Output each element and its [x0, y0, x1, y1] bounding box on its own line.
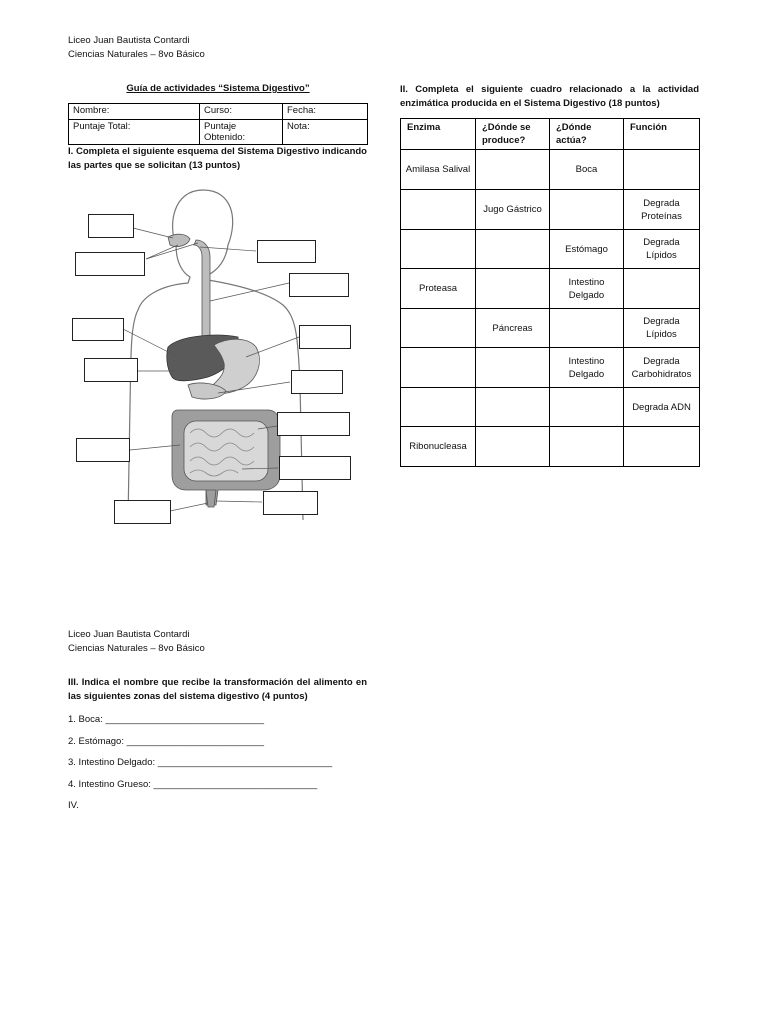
label-box-12[interactable]	[263, 491, 318, 515]
enzyme-table-header-row	[401, 119, 700, 150]
table-cell[interactable]: Jugo Gástrico	[476, 190, 550, 230]
table-cell[interactable]: Estómago	[550, 230, 624, 269]
table-cell[interactable]	[401, 190, 476, 230]
fecha-field[interactable]: Fecha:	[283, 104, 368, 120]
column-header: Enzima	[401, 119, 476, 150]
label-box-10[interactable]	[76, 438, 130, 462]
table-cell[interactable]	[550, 190, 624, 230]
label-box-2[interactable]	[75, 252, 145, 276]
label-box-4[interactable]	[289, 273, 349, 297]
table-cell[interactable]: Degrada Lípidos	[624, 230, 700, 269]
school-name: Liceo Juan Bautista Contardi	[68, 629, 190, 640]
nota-field[interactable]: Nota:	[283, 120, 368, 145]
table-cell[interactable]	[401, 309, 476, 348]
label-box-6[interactable]	[299, 325, 351, 349]
curso-field[interactable]: Curso:	[200, 104, 283, 120]
table-cell[interactable]: Degrada Carbohidratos	[624, 348, 700, 388]
table-cell[interactable]: Páncreas	[476, 309, 550, 348]
table-cell[interactable]	[476, 150, 550, 190]
label-box-13[interactable]	[114, 500, 171, 524]
fill-in-item-intestino-grueso[interactable]: 4. Intestino Grueso: _______________________________	[68, 779, 318, 790]
course-name: Ciencias Naturales – 8vo Básico	[68, 643, 205, 654]
table-row	[401, 427, 700, 467]
table-cell[interactable]	[624, 269, 700, 309]
table-cell[interactable]: Degrada ADN	[624, 388, 700, 427]
label-box-7[interactable]	[84, 358, 138, 382]
label-box-3[interactable]	[257, 240, 316, 263]
table-cell[interactable]	[401, 388, 476, 427]
school-name: Liceo Juan Bautista Contardi	[68, 35, 190, 46]
puntaje-total-field[interactable]: Puntaje Total:	[69, 120, 200, 145]
table-cell[interactable]	[550, 309, 624, 348]
label-box-11[interactable]	[279, 456, 351, 480]
section-2-instructions: II. Completa el siguiente cuadro relacionado a la actividad enzimática producida en el Sistema Digestivo (18 puntos)	[400, 84, 699, 109]
fill-in-item-boca[interactable]: 1. Boca: ______________________________	[68, 714, 264, 725]
table-row	[401, 348, 700, 388]
section-3-instructions: III. Indica el nombre que recibe la transformación del alimento en las siguientes zonas del sistema digestivo (4 puntos)	[68, 677, 367, 702]
digestive-system-diagram	[68, 185, 368, 525]
section-4-label: IV.	[68, 800, 79, 811]
table-cell[interactable]	[476, 230, 550, 269]
fill-in-item-intestino-delgado[interactable]: 3. Intestino Delgado: _________________________________	[68, 757, 333, 768]
fill-in-item-estomago[interactable]: 2. Estómago: __________________________	[68, 736, 264, 747]
label-box-8[interactable]	[291, 370, 343, 394]
table-cell[interactable]: Ribonucleasa	[401, 427, 476, 467]
table-cell[interactable]	[624, 150, 700, 190]
table-cell[interactable]	[624, 427, 700, 467]
table-cell[interactable]: Amilasa Salival	[401, 150, 476, 190]
table-cell[interactable]: Degrada Lípidos	[624, 309, 700, 348]
table-row	[401, 269, 700, 309]
table-cell[interactable]	[476, 269, 550, 309]
table-cell[interactable]: Intestino Delgado	[550, 269, 624, 309]
column-header: Función	[624, 119, 700, 150]
table-cell[interactable]	[550, 388, 624, 427]
table-cell[interactable]: Proteasa	[401, 269, 476, 309]
course-name: Ciencias Naturales – 8vo Básico	[68, 49, 205, 60]
table-cell[interactable]: Intestino Delgado	[550, 348, 624, 388]
student-info-table	[68, 103, 368, 145]
table-cell[interactable]	[476, 427, 550, 467]
section-1-instructions: I. Completa el siguiente esquema del Sistema Digestivo indicando las partes que se solicitan (13 puntos)	[68, 146, 367, 171]
table-cell[interactable]: Degrada Proteínas	[624, 190, 700, 230]
table-cell[interactable]	[476, 348, 550, 388]
table-cell[interactable]	[401, 348, 476, 388]
table-cell[interactable]	[476, 388, 550, 427]
table-row	[401, 150, 700, 190]
header	[68, 34, 205, 62]
table-cell[interactable]: Boca	[550, 150, 624, 190]
table-cell[interactable]	[401, 230, 476, 269]
table-cell[interactable]	[550, 427, 624, 467]
puntaje-obtenido-field[interactable]: Puntaje Obtenido:	[200, 120, 283, 145]
guide-title: Guía de actividades “Sistema Digestivo”	[126, 83, 310, 94]
table-row	[401, 388, 700, 427]
label-box-9[interactable]	[277, 412, 350, 436]
column-header: ¿Dónde se produce?	[476, 119, 550, 150]
column-header: ¿Dónde actúa?	[550, 119, 624, 150]
table-row	[401, 230, 700, 269]
page-2-header	[68, 628, 205, 656]
table-row	[401, 190, 700, 230]
table-row	[401, 309, 700, 348]
label-box-1[interactable]	[88, 214, 134, 238]
label-box-5[interactable]	[72, 318, 124, 341]
nombre-field[interactable]: Nombre:	[69, 104, 200, 120]
enzyme-table	[400, 118, 700, 467]
